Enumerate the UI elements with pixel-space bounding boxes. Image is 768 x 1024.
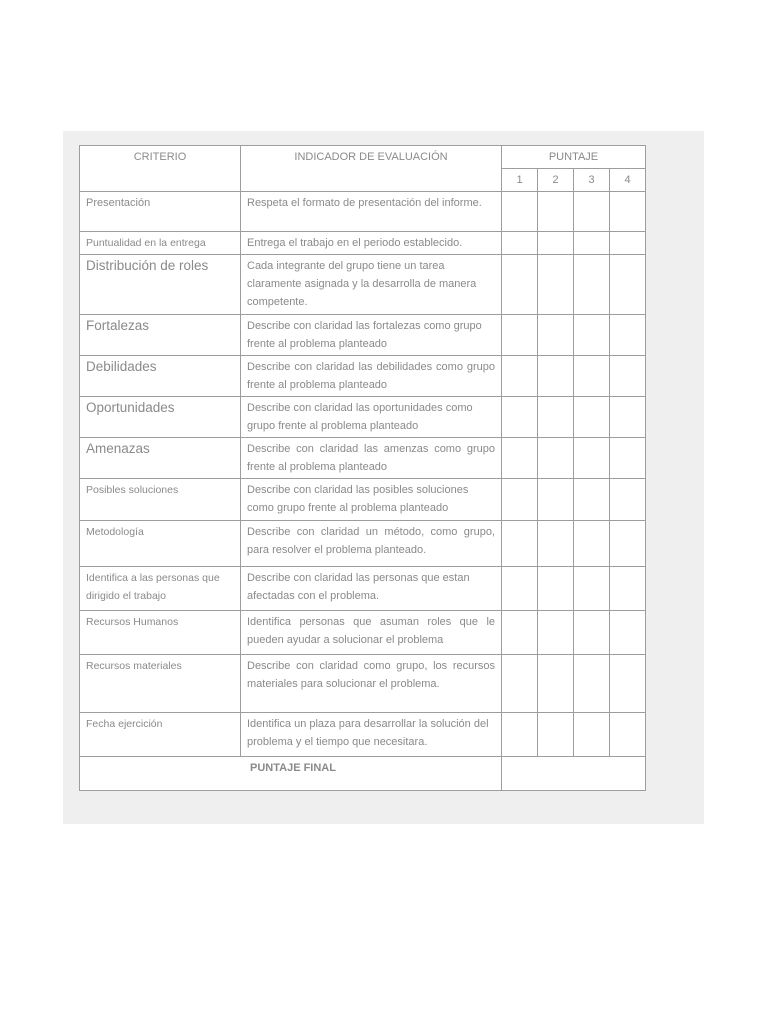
table-row	[80, 611, 646, 655]
score-cell[interactable]	[502, 356, 538, 397]
table-row	[80, 232, 646, 255]
score-cell[interactable]	[538, 315, 574, 356]
row-criterio: Posibles soluciones	[80, 479, 241, 521]
score-cell[interactable]	[610, 356, 646, 397]
row-indicador: Describe con claridad las debilidades como grupo frente al problema planteado	[241, 356, 502, 397]
header-puntaje: PUNTAJE	[502, 146, 646, 169]
score-cell[interactable]	[574, 611, 610, 655]
document-panel	[63, 131, 704, 824]
score-cell[interactable]	[610, 192, 646, 232]
score-cell[interactable]	[610, 479, 646, 521]
score-cell[interactable]	[574, 567, 610, 611]
score-cell[interactable]	[610, 713, 646, 757]
score-cell[interactable]	[502, 397, 538, 438]
score-cell[interactable]	[502, 567, 538, 611]
score-cell[interactable]	[502, 232, 538, 255]
row-criterio: Debilidades	[80, 356, 241, 397]
row-indicador: Describe con claridad las personas que estan afectadas con el problema.	[241, 567, 502, 611]
score-cell[interactable]	[502, 479, 538, 521]
header-score-1: 1	[502, 169, 538, 192]
score-cell[interactable]	[502, 521, 538, 567]
row-criterio: Recursos Humanos	[80, 611, 241, 655]
score-cell[interactable]	[538, 255, 574, 315]
score-cell[interactable]	[538, 438, 574, 479]
score-cell[interactable]	[502, 438, 538, 479]
score-cell[interactable]	[538, 479, 574, 521]
row-criterio: Metodología	[80, 521, 241, 567]
score-cell[interactable]	[574, 521, 610, 567]
row-criterio: Identifica a las personas que dirigido el trabajo	[80, 567, 241, 611]
score-cell[interactable]	[610, 232, 646, 255]
score-cell[interactable]	[574, 479, 610, 521]
final-score-label: PUNTAJE FINAL	[80, 757, 502, 791]
row-criterio: Recursos materiales	[80, 655, 241, 713]
score-cell[interactable]	[538, 611, 574, 655]
score-cell[interactable]	[574, 232, 610, 255]
table-row	[80, 192, 646, 232]
row-indicador: Describe con claridad las posibles soluciones como grupo frente al problema planteado	[241, 479, 502, 521]
score-cell[interactable]	[574, 438, 610, 479]
row-criterio: Amenazas	[80, 438, 241, 479]
score-cell[interactable]	[502, 315, 538, 356]
row-indicador: Respeta el formato de presentación del informe.	[241, 192, 502, 232]
score-cell[interactable]	[574, 713, 610, 757]
row-criterio: Fecha ejercición	[80, 713, 241, 757]
row-indicador: Describe con claridad las oportunidades como grupo frente al problema planteado	[241, 397, 502, 438]
score-cell[interactable]	[610, 655, 646, 713]
row-criterio: Puntualidad en la entrega	[80, 232, 241, 255]
score-cell[interactable]	[610, 521, 646, 567]
score-cell[interactable]	[538, 356, 574, 397]
score-cell[interactable]	[610, 397, 646, 438]
row-indicador: Entrega el trabajo en el periodo establecido.	[241, 232, 502, 255]
header-score-2: 2	[538, 169, 574, 192]
score-cell[interactable]	[610, 567, 646, 611]
score-cell[interactable]	[502, 655, 538, 713]
row-indicador: Describe con claridad las amenzas como grupo frente al problema planteado	[241, 438, 502, 479]
row-indicador: Describe con claridad las fortalezas como grupo frente al problema planteado	[241, 315, 502, 356]
score-cell[interactable]	[574, 655, 610, 713]
score-cell[interactable]	[538, 713, 574, 757]
score-cell[interactable]	[502, 255, 538, 315]
final-score-cell[interactable]	[502, 757, 646, 791]
score-cell[interactable]	[538, 521, 574, 567]
table-row	[80, 713, 646, 757]
score-cell[interactable]	[574, 315, 610, 356]
score-cell[interactable]	[574, 356, 610, 397]
score-cell[interactable]	[502, 192, 538, 232]
table-row	[80, 315, 646, 356]
score-cell[interactable]	[538, 192, 574, 232]
table-row	[80, 567, 646, 611]
score-cell[interactable]	[502, 611, 538, 655]
header-indicador: INDICADOR DE EVALUACIÓN	[241, 146, 502, 192]
table-row	[80, 255, 646, 315]
score-cell[interactable]	[538, 655, 574, 713]
row-criterio: Fortalezas	[80, 315, 241, 356]
table-row	[80, 655, 646, 713]
score-cell[interactable]	[538, 397, 574, 438]
score-cell[interactable]	[610, 611, 646, 655]
table-row	[80, 479, 646, 521]
score-cell[interactable]	[574, 397, 610, 438]
score-cell[interactable]	[538, 567, 574, 611]
score-cell[interactable]	[610, 255, 646, 315]
score-cell[interactable]	[502, 713, 538, 757]
row-criterio: Distribución de roles	[80, 255, 241, 315]
score-cell[interactable]	[538, 232, 574, 255]
header-criterio: CRITERIO	[80, 146, 241, 192]
score-cell[interactable]	[574, 255, 610, 315]
score-cell[interactable]	[574, 192, 610, 232]
row-indicador: Identifica un plaza para desarrollar la solución del problema y el tiempo que necesitara.	[241, 713, 502, 757]
header-score-3: 3	[574, 169, 610, 192]
table-row	[80, 356, 646, 397]
row-criterio: Presentación	[80, 192, 241, 232]
rubric-table	[79, 145, 646, 791]
row-criterio: Oportunidades	[80, 397, 241, 438]
row-indicador: Cada integrante del grupo tiene un tarea claramente asignada y la desarrolla de manera competente.	[241, 255, 502, 315]
final-row	[80, 757, 646, 791]
table-row	[80, 397, 646, 438]
score-cell[interactable]	[610, 315, 646, 356]
row-indicador: Describe con claridad un método, como grupo, para resolver el problema planteado.	[241, 521, 502, 567]
table-row	[80, 521, 646, 567]
row-indicador: Identifica personas que asuman roles que le pueden ayudar a solucionar el problema	[241, 611, 502, 655]
table-row	[80, 438, 646, 479]
row-indicador: Describe con claridad como grupo, los recursos materiales para solucionar el problema.	[241, 655, 502, 713]
header-score-4: 4	[610, 169, 646, 192]
score-cell[interactable]	[610, 438, 646, 479]
